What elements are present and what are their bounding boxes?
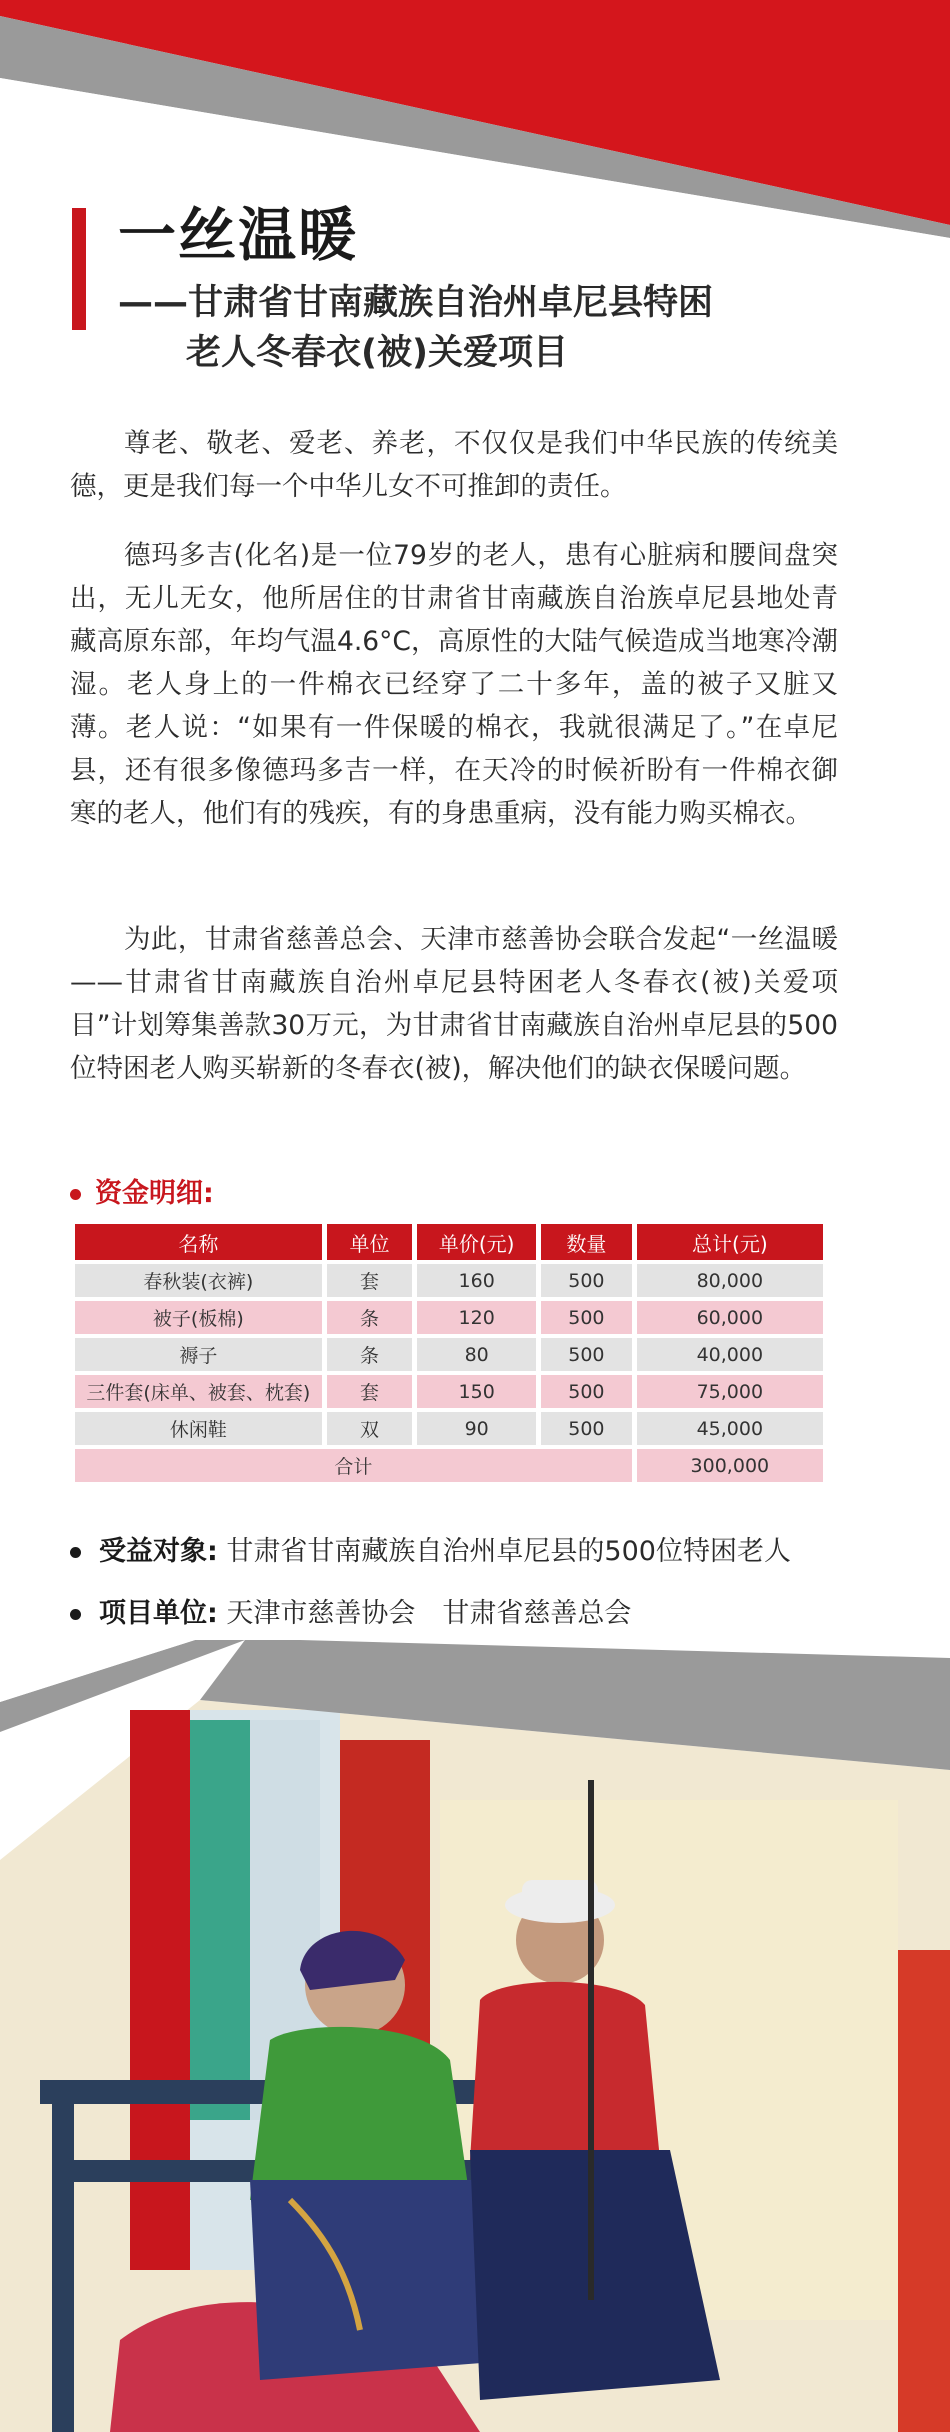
- cell-qty: 500: [541, 1301, 632, 1334]
- cell-name: 褥子: [75, 1338, 322, 1371]
- cell-unit: 双: [327, 1412, 413, 1445]
- funding-heading-text: 资金明细:: [95, 1178, 214, 1209]
- table-total-row: [75, 1449, 823, 1482]
- intro-paragraph: 尊老、敬老、爱老、养老，不仅仅是我们中华民族的传统美德，更是我们每一个中华儿女不可推卸的责任。: [70, 428, 838, 502]
- cell-total: 80,000: [637, 1264, 823, 1297]
- cell-qty: 500: [541, 1338, 632, 1371]
- title-accent-bar: [72, 208, 86, 330]
- col-header-name: 名称: [75, 1224, 322, 1260]
- cell-total: 60,000: [637, 1301, 823, 1334]
- beneficiary-label: 受益对象:: [99, 1536, 218, 1567]
- table-row: [75, 1264, 823, 1297]
- col-header-unit: 单位: [327, 1224, 413, 1260]
- beneficiary-value: 甘肃省甘南藏族自治州卓尼县的500位特困老人: [226, 1536, 791, 1567]
- cell-name: 三件套(床单、被套、枕套): [75, 1375, 322, 1408]
- col-header-total: 总计(元): [637, 1224, 823, 1260]
- cell-price: 160: [417, 1264, 536, 1297]
- cell-price: 120: [417, 1301, 536, 1334]
- bullet-icon: [70, 1547, 81, 1558]
- cell-price: 90: [417, 1412, 536, 1445]
- table-row: [75, 1338, 823, 1371]
- total-label: 合计: [75, 1449, 632, 1482]
- project-unit-value: 天津市慈善协会 甘肃省慈善总会: [226, 1598, 632, 1629]
- cell-name: 被子(板棉): [75, 1301, 322, 1334]
- cell-name: 春秋装(衣裤): [75, 1264, 322, 1297]
- table-row: [75, 1375, 823, 1408]
- cell-unit: 套: [327, 1264, 413, 1297]
- elderly-women-photo: [0, 1640, 950, 2432]
- cell-total: 45,000: [637, 1412, 823, 1445]
- beneficiary-line: [70, 1532, 791, 1572]
- cell-total: 40,000: [637, 1338, 823, 1371]
- cell-qty: 500: [541, 1264, 632, 1297]
- bullet-icon: [70, 1609, 81, 1620]
- project-unit-line: [70, 1594, 631, 1634]
- story-paragraph: 德玛多吉(化名)是一位79岁的老人，患有心脏病和腰间盘突出，无儿无女，他所居住的甘肃省甘南藏族自治族卓尼县地处青藏高原东部，年均气温4.6°C，高原性的大陆气候造成当地寒冷潮湿。老人身上的一件棉衣已经穿了二十多年，盖的被子又脏又薄。老人说：“如果有一件保暖的棉衣，我就很满足了。”在卓尼县，还有很多像德玛多吉一样，在天冷的时候祈盼有一件棉衣御寒的老人，他们有的残疾，有的身患重病，没有能力购买棉衣。: [70, 540, 838, 829]
- cell-total: 75,000: [637, 1375, 823, 1408]
- funding-table: [70, 1220, 828, 1486]
- cell-unit: 条: [327, 1338, 413, 1371]
- cell-unit: 套: [327, 1375, 413, 1408]
- table-header-row: [75, 1224, 823, 1260]
- page-title: 一丝温暖: [118, 201, 359, 269]
- total-value: 300,000: [637, 1449, 823, 1482]
- table-row: [75, 1301, 823, 1334]
- cell-unit: 条: [327, 1301, 413, 1334]
- bullet-icon: [70, 1189, 81, 1200]
- project-paragraph: 为此，甘肃省慈善总会、天津市慈善协会联合发起“一丝温暖——甘肃省甘南藏族自治州卓尼县特困老人冬春衣(被)关爱项目”计划筹集善款30万元，为甘肃省甘南藏族自治州卓尼县的500位特困老人购买崭新的冬春衣(被)，解决他们的缺衣保暖问题。: [70, 924, 838, 1084]
- project-unit-label: 项目单位:: [99, 1598, 218, 1629]
- cell-price: 80: [417, 1338, 536, 1371]
- table-row: [75, 1412, 823, 1445]
- funding-heading: [70, 1174, 214, 1214]
- page-subtitle-line2: 老人冬春衣(被)关爱项目: [186, 333, 568, 373]
- col-header-qty: 数量: [541, 1224, 632, 1260]
- page-subtitle-line1: ——甘肃省甘南藏族自治州卓尼县特困: [118, 283, 714, 323]
- col-header-price: 单价(元): [417, 1224, 536, 1260]
- cell-qty: 500: [541, 1412, 632, 1445]
- cell-price: 150: [417, 1375, 536, 1408]
- cell-qty: 500: [541, 1375, 632, 1408]
- cell-name: 休闲鞋: [75, 1412, 322, 1445]
